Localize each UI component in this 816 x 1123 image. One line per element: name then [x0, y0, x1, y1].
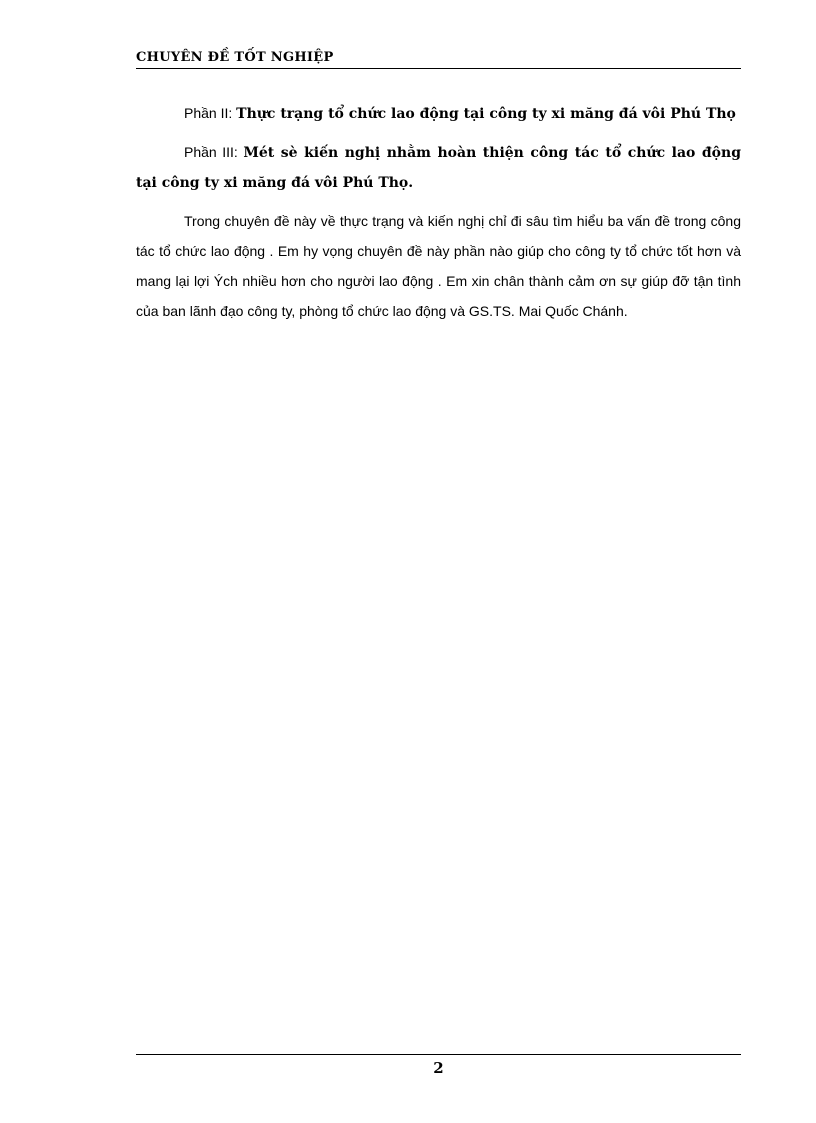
section-part-3 [136, 137, 741, 198]
section-part-2 [136, 98, 741, 129]
page-footer [136, 1054, 741, 1077]
section-prefix: Phần III: [184, 144, 244, 160]
body-paragraph: Trong chuyên đề này về thực trạng và kiến nghị chỉ đi sâu tìm hiểu ba vấn đề trong công tác tổ chức lao động . Em hy vọng chuyên đề này phần nào giúp cho công ty tổ chức tốt hơn và mang lại lợi Ých nhiều hơn cho người lao động . Em xin chân thành cảm ơn sự giúp đỡ tận tình của ban lãnh đạo công ty, phòng tổ chức lao động và GS.TS. Mai Quốc Chánh. [136, 213, 741, 319]
page-content [136, 98, 741, 334]
section-title: Mét sè kiến nghị nhằm hoàn thiện công tác tổ chức lao động tại công ty xi măng đá vôi Phú Thọ. [136, 145, 741, 191]
header-title: CHUYÊN ĐỀ TỐT NGHIỆP [136, 50, 334, 65]
page-header [136, 50, 741, 69]
section-prefix: Phần II: [184, 105, 237, 121]
page-number: 2 [433, 1059, 444, 1077]
section-title: Thực trạng tổ chức lao động tại công ty xi măng đá vôi Phú Thọ [236, 106, 736, 122]
